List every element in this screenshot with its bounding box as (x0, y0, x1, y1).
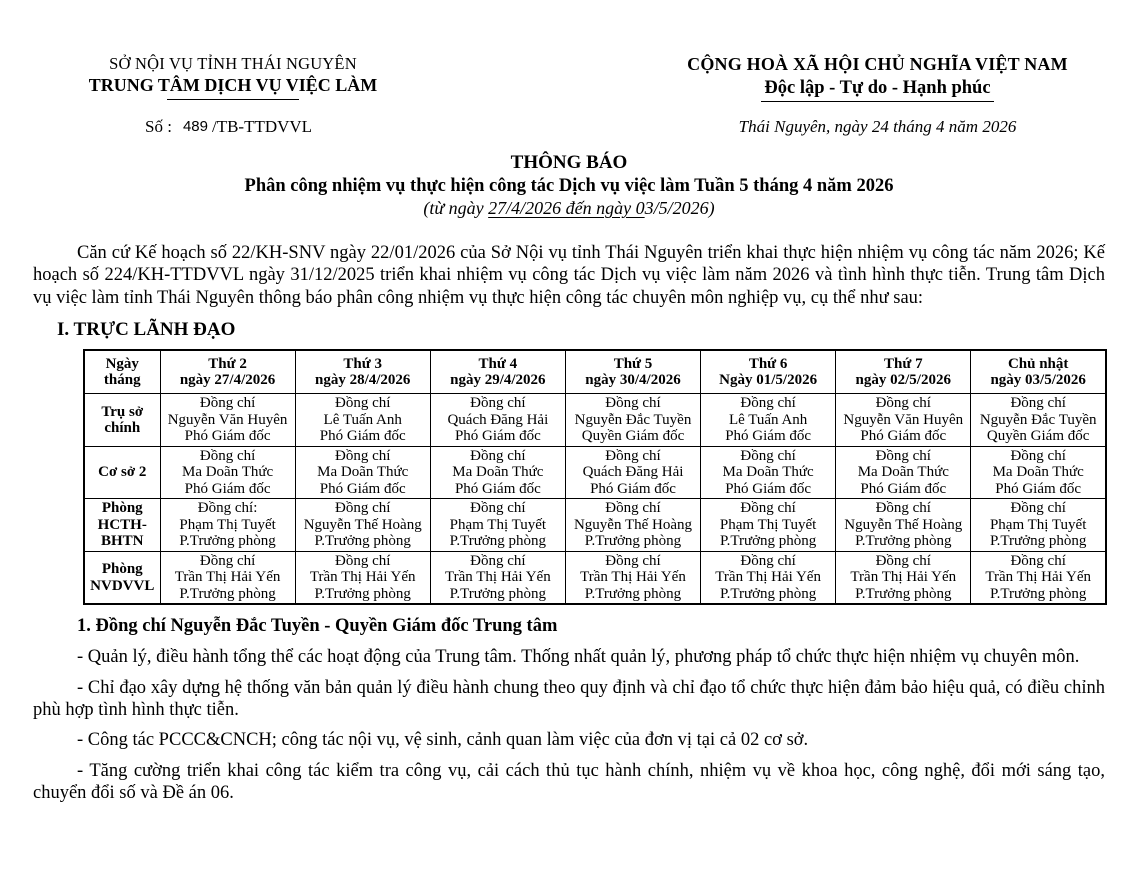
national-motto-line (650, 76, 1105, 102)
duty-cell: Đồng chí Ma Doãn Thức Phó Giám đốc (836, 446, 971, 499)
duty-table-body (84, 394, 1106, 605)
duty-table-row-4 (84, 551, 1106, 604)
duty-cell: Đồng chí Trần Thị Hải Yến P.Trưởng phòng (430, 551, 565, 604)
duty-cell: Đồng chí Phạm Thị Tuyết P.Trưởng phòng (430, 499, 565, 552)
doc-number-suffix: /TB-TTDVVL (211, 117, 313, 136)
doc-number-value: 489 (182, 118, 208, 135)
document-header (33, 53, 1105, 138)
doc-number-label: Số : (145, 117, 172, 136)
duty-table-day-header-2: Thứ 3 ngày 28/4/2026 (295, 350, 430, 394)
duty-cell: Đồng chí Nguyễn Thế Hoàng P.Trưởng phòng (295, 499, 430, 552)
duty-table-head (84, 350, 1106, 394)
duty-cell: Đồng chí Quách Đăng Hải Phó Giám đốc (430, 394, 565, 447)
duty-cell: Đồng chí Ma Doãn Thức Phó Giám đốc (160, 446, 295, 499)
duty-cell: Đồng chí Nguyễn Văn Huyên Phó Giám đốc (160, 394, 295, 447)
national-header-block (650, 53, 1105, 137)
duty-cell: Đồng chí Nguyễn Đắc Tuyền Quyền Giám đốc (565, 394, 700, 447)
duty-cell: Đồng chí Lê Tuấn Anh Phó Giám đốc (295, 394, 430, 447)
date-range-underlined: 27/4/2026 đến ngày 0 (488, 198, 645, 218)
issuing-agency-block (33, 53, 433, 138)
duty-row-label: Trụ sở chính (84, 394, 160, 447)
duty-cell: Đồng chí: Phạm Thị Tuyết P.Trưởng phòng (160, 499, 295, 552)
duty-table-day-header-6: Thứ 7 ngày 02/5/2026 (836, 350, 971, 394)
date-range-prefix: (từ ngày (423, 198, 489, 218)
duty-table-row-3 (84, 499, 1106, 552)
duty-cell: Đồng chí Trần Thị Hải Yến P.Trưởng phòng (701, 551, 836, 604)
document-number-line (33, 116, 433, 138)
agency-parent-name: SỞ NỘI VỤ TỈNH THÁI NGUYÊN (109, 54, 357, 73)
document-subtitle: Phân công nhiệm vụ thực hiện công tác Dịch vụ việc làm Tuần 5 tháng 4 năm 2026 (244, 176, 894, 196)
duty-row-label: Phòng HCTH- BHTN (84, 499, 160, 552)
duty-cell: Đồng chí Trần Thị Hải Yến P.Trưởng phòng (836, 551, 971, 604)
national-name-line: CỘNG HOÀ XÃ HỘI CHỦ NGHĨA VIỆT NAM (687, 54, 1068, 74)
title-block (33, 151, 1105, 219)
duty-table-header-row (84, 350, 1106, 394)
duty-cell: Đồng chí Ma Doãn Thức Phó Giám đốc (295, 446, 430, 499)
date-range-line (33, 198, 1105, 219)
duty-cell: Đồng chí Nguyễn Thế Hoàng P.Trưởng phòng (836, 499, 971, 552)
duty-cell: Đồng chí Lê Tuấn Anh Phó Giám đốc (701, 394, 836, 447)
duty-cell: Đồng chí Ma Doãn Thức Phó Giám đốc (701, 446, 836, 499)
intro-paragraph: Căn cứ Kế hoạch số 22/KH-SNV ngày 22/01/2026 của Sở Nội vụ tỉnh Thái Nguyên triển khai thực hiện nhiệm vụ công tác năm 2026; Kế hoạch số 224/KH-TTDVVL ngày 31/12/2025 triển khai nhiệm vụ công tác Dịch vụ việc làm năm 2026 và tình hình thực tiễn. Trung tâm Dịch vụ việc làm tỉnh Thái Nguyên thông báo phân công nhiệm vụ thực hiện công tác chuyên môn nghiệp vụ, cụ thể như sau: (33, 243, 1105, 308)
duty-table-row-2 (84, 446, 1106, 499)
duty-row-label: Phòng NVDVVL (84, 551, 160, 604)
document-title: THÔNG BÁO (510, 152, 628, 173)
duty-schedule-table (83, 349, 1107, 606)
place-date-line: Thái Nguyên, ngày 24 tháng 4 năm 2026 (738, 117, 1017, 136)
duty-row-label: Cơ sở 2 (84, 446, 160, 499)
date-range-suffix: 3/5/2026) (644, 198, 715, 218)
duty-cell: Đồng chí Trần Thị Hải Yến P.Trưởng phòng (971, 551, 1106, 604)
national-motto-text: Độc lập - Tự do - Hạnh phúc (761, 76, 993, 102)
duty-cell: Đồng chí Nguyễn Văn Huyên Phó Giám đốc (836, 394, 971, 447)
duty-cell: Đồng chí Phạm Thị Tuyết P.Trưởng phòng (971, 499, 1106, 552)
duty-cell: Đồng chí Ma Doãn Thức Phó Giám đốc (430, 446, 565, 499)
bullet-paragraph-2: - Chỉ đạo xây dựng hệ thống văn bản quản lý điều hành chung theo quy định và chỉ đạo tổ chức thực hiện đảm bảo hiệu quả, có điều chỉnh phù hợp tình hình thực tiễn. (33, 677, 1105, 720)
agency-name: TRUNG TÂM DỊCH VỤ VIỆC LÀM (88, 75, 378, 95)
duty-cell: Đồng chí Trần Thị Hải Yến P.Trưởng phòng (565, 551, 700, 604)
duty-cell: Đồng chí Trần Thị Hải Yến P.Trưởng phòng (160, 551, 295, 604)
duty-table-day-header-4: Thứ 5 ngày 30/4/2026 (565, 350, 700, 394)
duty-table-day-header-1: Thứ 2 ngày 27/4/2026 (160, 350, 295, 394)
duty-table-row-1 (84, 394, 1106, 447)
subsection-heading-director: 1. Đồng chí Nguyễn Đắc Tuyền - Quyền Giám đốc Trung tâm (77, 616, 558, 637)
duty-cell: Đồng chí Quách Đăng Hải Phó Giám đốc (565, 446, 700, 499)
duty-cell: Đồng chí Phạm Thị Tuyết P.Trưởng phòng (701, 499, 836, 552)
bullet-paragraph-4: - Tăng cường triển khai công tác kiểm tra công vụ, cải cách thủ tục hành chính, nhiệm vụ về khoa học, công nghệ, đổi mới sáng tạo, chuyển đổi số và Đề án 06. (33, 760, 1105, 803)
duty-cell: Đồng chí Nguyễn Thế Hoàng P.Trưởng phòng (565, 499, 700, 552)
bullet-paragraph-3: - Công tác PCCC&CNCH; công tác nội vụ, vệ sinh, cảnh quan làm việc của đơn vị tại cả 02 cơ sở. (77, 730, 809, 751)
duty-cell: Đồng chí Trần Thị Hải Yến P.Trưởng phòng (295, 551, 430, 604)
duty-table-day-header-7: Chủ nhật ngày 03/5/2026 (971, 350, 1106, 394)
section-heading-truc-lanh-dao: I. TRỰC LÃNH ĐẠO (57, 318, 236, 340)
duty-cell: Đồng chí Nguyễn Đắc Tuyền Quyền Giám đốc (971, 394, 1106, 447)
bullet-paragraph-1: - Quản lý, điều hành tổng thể các hoạt động của Trung tâm. Thống nhất quản lý, phương pháp tổ chức thực hiện nhiệm vụ chuyên môn. (77, 647, 1080, 668)
duty-table-day-header-5: Thứ 6 Ngày 01/5/2026 (701, 350, 836, 394)
duty-table-day-header-3: Thứ 4 ngày 29/4/2026 (430, 350, 565, 394)
duty-cell: Đồng chí Ma Doãn Thức Phó Giám đốc (971, 446, 1106, 499)
agency-underline-rule (167, 99, 299, 100)
duty-table-corner-header: Ngày tháng (84, 350, 160, 394)
